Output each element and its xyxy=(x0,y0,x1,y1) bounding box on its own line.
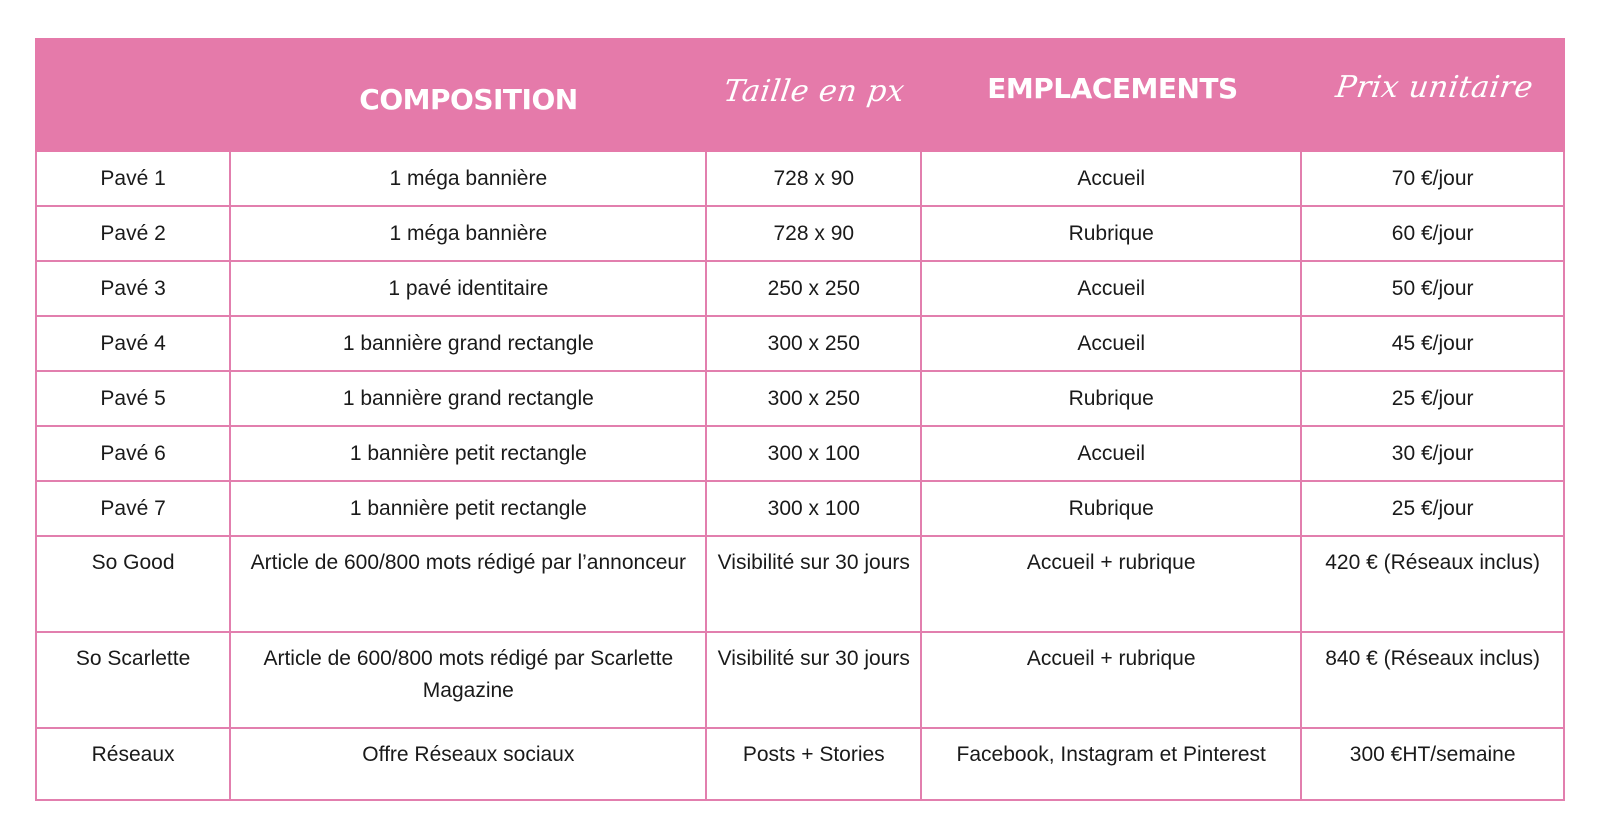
row-emplacement-cell: Accueil + rubrique xyxy=(921,632,1301,728)
row-taille-cell: 728 x 90 xyxy=(706,152,921,206)
row-emplacement-cell: Rubrique xyxy=(921,371,1301,426)
row-name-cell: So Scarlette xyxy=(36,632,230,728)
row-emplacement-cell: Rubrique xyxy=(921,481,1301,536)
row-prix-cell: 25 €/jour xyxy=(1301,481,1564,536)
pricing-table xyxy=(35,38,1565,801)
header-emplacements-label: EMPLACEMENTS xyxy=(987,71,1238,105)
row-emplacement-cell: Facebook, Instagram et Pinterest xyxy=(921,728,1301,800)
table-row xyxy=(36,481,1564,536)
header-composition-cell xyxy=(230,38,707,152)
table-row xyxy=(36,261,1564,316)
row-prix-cell: 50 €/jour xyxy=(1301,261,1564,316)
row-taille-cell: 300 x 250 xyxy=(706,316,921,371)
row-prix-cell: 300 €HT/semaine xyxy=(1301,728,1564,800)
row-prix-cell: 840 € (Réseaux inclus) xyxy=(1301,632,1564,728)
row-taille-cell: 250 x 250 xyxy=(706,261,921,316)
header-composition-label: COMPOSITION xyxy=(359,82,578,116)
row-prix-cell: 70 €/jour xyxy=(1301,152,1564,206)
table-row xyxy=(36,536,1564,632)
row-composition-cell: Offre Réseaux sociaux xyxy=(230,728,706,800)
row-name-cell: So Good xyxy=(36,536,230,632)
row-taille-cell: Visibilité sur 30 jours xyxy=(706,536,921,632)
row-composition-cell: 1 bannière petit rectangle xyxy=(230,481,706,536)
row-composition-cell: 1 méga bannière xyxy=(230,206,706,261)
row-emplacement-cell: Accueil + rubrique xyxy=(921,536,1301,632)
row-name-cell: Pavé 5 xyxy=(36,371,230,426)
row-name-cell: Pavé 4 xyxy=(36,316,230,371)
row-emplacement-cell: Rubrique xyxy=(921,206,1301,261)
table-row xyxy=(36,152,1564,206)
row-composition-cell: Article de 600/800 mots rédigé par l’annonceur xyxy=(230,536,706,632)
table-row xyxy=(36,632,1564,728)
row-composition-cell: 1 bannière grand rectangle xyxy=(230,316,706,371)
row-prix-cell: 420 € (Réseaux inclus) xyxy=(1301,536,1564,632)
row-emplacement-cell: Accueil xyxy=(921,426,1301,481)
row-emplacement-cell: Accueil xyxy=(921,152,1301,206)
table-row xyxy=(36,371,1564,426)
header-prix-cell xyxy=(1303,38,1565,152)
row-prix-cell: 25 €/jour xyxy=(1301,371,1564,426)
table-row xyxy=(36,728,1564,800)
row-emplacement-cell: Accueil xyxy=(921,316,1301,371)
row-name-cell: Pavé 2 xyxy=(36,206,230,261)
header-taille-cell xyxy=(707,38,922,152)
row-composition-cell: Article de 600/800 mots rédigé par Scarlette Magazine xyxy=(230,632,706,728)
row-taille-cell: 728 x 90 xyxy=(706,206,921,261)
table-row xyxy=(36,426,1564,481)
table-row xyxy=(36,206,1564,261)
row-taille-cell: 300 x 100 xyxy=(706,481,921,536)
row-name-cell: Pavé 7 xyxy=(36,481,230,536)
row-prix-cell: 60 €/jour xyxy=(1301,206,1564,261)
row-name-cell: Pavé 3 xyxy=(36,261,230,316)
header-emplacements-cell xyxy=(922,38,1303,152)
row-name-cell: Pavé 1 xyxy=(36,152,230,206)
row-emplacement-cell: Accueil xyxy=(921,261,1301,316)
row-prix-cell: 45 €/jour xyxy=(1301,316,1564,371)
header-empty-cell xyxy=(35,38,230,152)
row-taille-cell: 300 x 250 xyxy=(706,371,921,426)
table-row xyxy=(36,316,1564,371)
header-prix-label: Prix unitaire xyxy=(1333,69,1535,105)
row-taille-cell: 300 x 100 xyxy=(706,426,921,481)
row-name-cell: Pavé 6 xyxy=(36,426,230,481)
table-body xyxy=(35,152,1565,801)
row-taille-cell: Visibilité sur 30 jours xyxy=(706,632,921,728)
table-header xyxy=(35,38,1565,152)
row-taille-cell: Posts + Stories xyxy=(706,728,921,800)
row-composition-cell: 1 méga bannière xyxy=(230,152,706,206)
row-composition-cell: 1 bannière grand rectangle xyxy=(230,371,706,426)
row-composition-cell: 1 pavé identitaire xyxy=(230,261,706,316)
header-taille-label: Taille en px xyxy=(721,73,908,109)
row-name-cell: Réseaux xyxy=(36,728,230,800)
row-prix-cell: 30 €/jour xyxy=(1301,426,1564,481)
row-composition-cell: 1 bannière petit rectangle xyxy=(230,426,706,481)
